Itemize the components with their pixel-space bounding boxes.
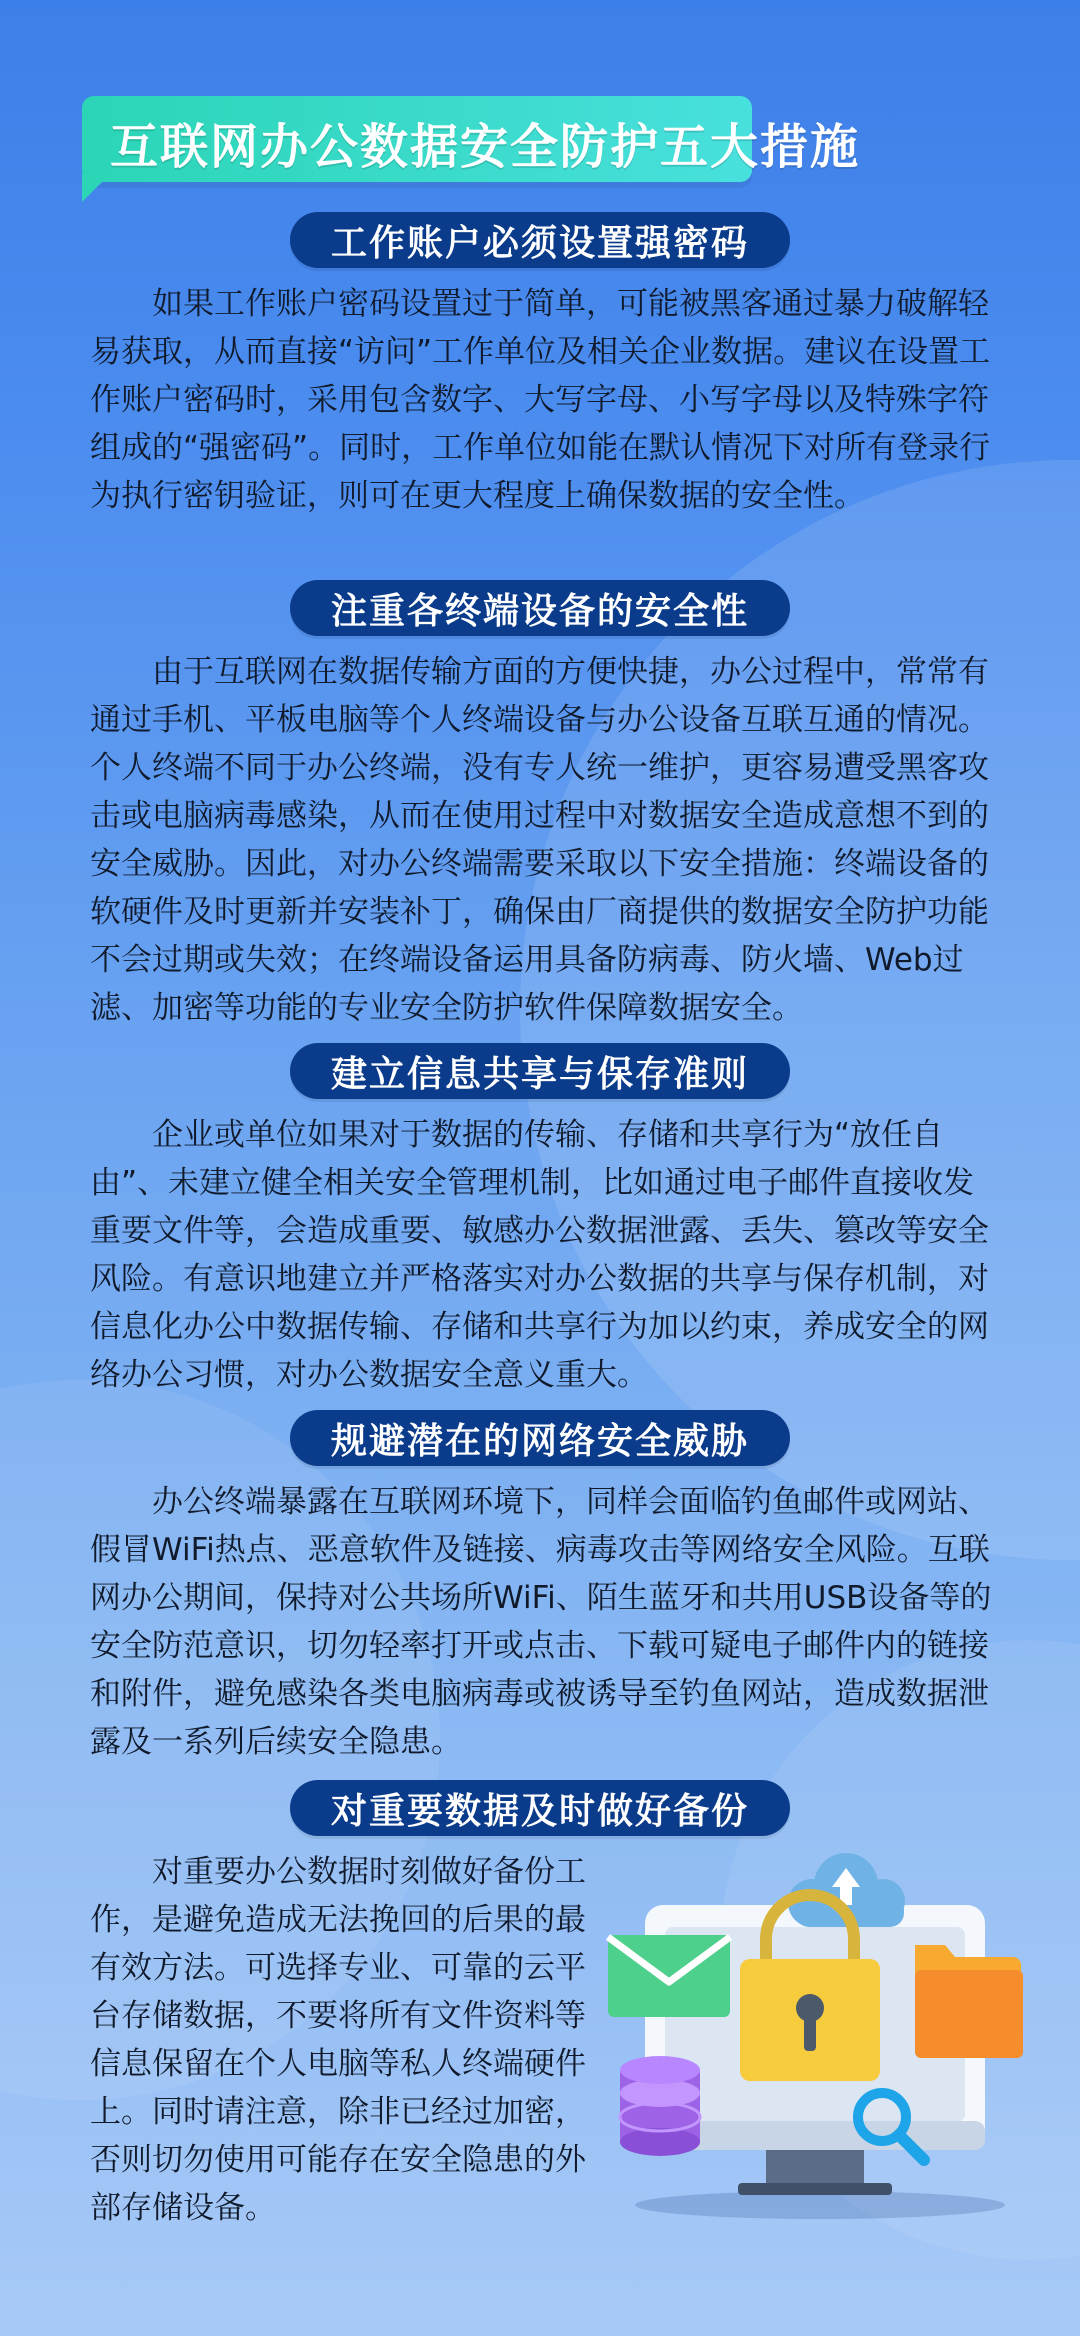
envelope-icon [608, 1935, 730, 2017]
section-text: 由于互联网在数据传输方面的方便快捷，办公过程中，常常有通过手机、平板电脑等个人终端设备与办公设备互联互通的情况。个人终端不同于办公终端，没有专人统一维护，更容易遭受黑客攻击或电脑病毒感染，从而在使用过程中对数据安全造成意想不到的安全威胁。因此，对办公终端需要采取以下安全措施：终端设备的软硬件及时更新并安装补丁，确保由厂商提供的数据安全防护功能不会过期或失效；在终端设备运用具备防病毒、防火墙、Web过滤、加密等功能的专业安全防护软件保障数据安全。 [90, 654, 989, 1026]
page-title-banner [82, 96, 861, 204]
database-icon [620, 2056, 700, 2156]
title-tail [82, 174, 110, 202]
section-text: 对重要办公数据时刻做好备份工作，是避免造成无法挽回的后果的最有效方法。可选择专业、可靠的云平台存储数据，不要将所有文件资料等信息保留在个人电脑等私人终端硬件上。同时请注意，除非已经过加密，否则切勿使用可能存在安全隐患的外部存储设备。 [90, 1854, 586, 2226]
section-heading: 工作账户必须设置强密码 [290, 212, 790, 268]
section-heading: 建立信息共享与保存准则 [290, 1043, 790, 1099]
section-heading: 注重各终端设备的安全性 [290, 580, 790, 636]
section-text: 如果工作账户密码设置过于简单，可能被黑客通过暴力破解轻易获取，从而直接“访问”工作单位及相关企业数据。建议在设置工作账户密码时，采用包含数字、大写字母、小写字母以及特殊字符组成的“强密码”。同时，工作单位如能在默认情况下对所有登录行为执行密钥验证，则可在更大程度上确保数据的安全性。 [90, 286, 991, 514]
section-heading: 规避潜在的网络安全威胁 [290, 1410, 790, 1466]
section-heading: 对重要数据及时做好备份 [290, 1780, 790, 1836]
page-title: 互联网办公数据安全防护五大措施 [110, 119, 861, 175]
security-illustration [590, 1845, 1040, 2225]
section-text: 企业或单位如果对于数据的传输、存储和共享行为“放任自由”、未建立健全相关安全管理机制，比如通过电子邮件直接收发重要文件等，会造成重要、敏感办公数据泄露、丢失、篡改等安全风险。有意识地建立并严格落实对办公数据的共享与保存机制，对信息化办公中数据传输、存储和共享行为加以约束，养成安全的网络办公习惯，对办公数据安全意义重大。 [90, 1117, 989, 1393]
section-text: 办公终端暴露在互联网环境下，同样会面临钓鱼邮件或网站、假冒WiFi热点、恶意软件及链接、病毒攻击等网络安全风险。互联网办公期间，保持对公共场所WiFi、陌生蓝牙和共用USB设备等的安全防范意识，切勿轻率打开或点击、下载可疑电子邮件内的链接和附件，避免感染各类电脑病毒或被诱导至钓鱼网站，造成数据泄露及一系列后续安全隐患。 [90, 1484, 992, 1760]
folder-icon [915, 1945, 1023, 2058]
